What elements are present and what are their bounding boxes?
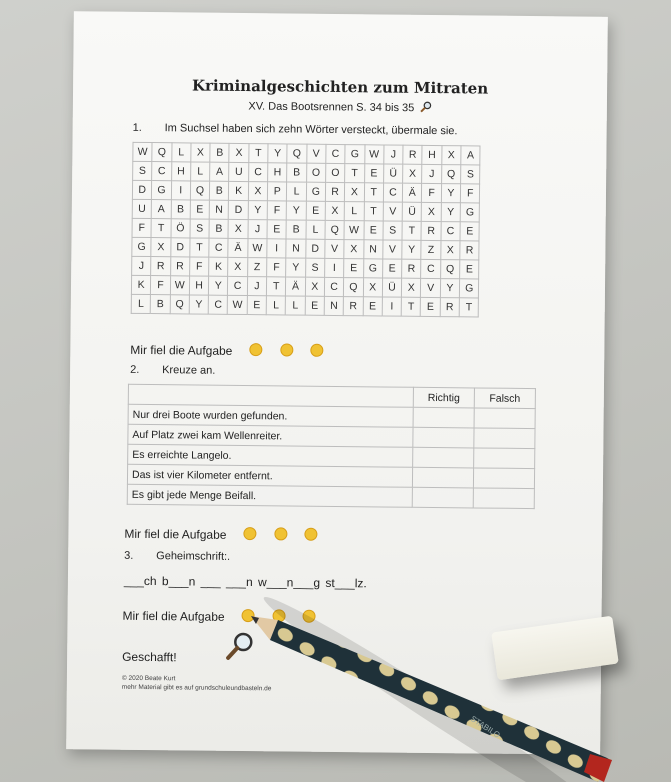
grid-cell[interactable]: V [421,278,440,297]
grid-cell[interactable]: Y [441,184,460,203]
grid-cell[interactable]: X [441,241,460,260]
pencil-body [270,620,612,782]
grid-cell[interactable]: J [384,145,403,164]
grid-cell[interactable]: X [345,183,364,202]
grid-cell[interactable]: V [383,202,402,221]
grid-cell[interactable]: Q [152,143,171,162]
grid-cell[interactable]: L [171,143,190,162]
grid-cell[interactable]: C [248,163,267,182]
grid-cell[interactable]: I [171,181,190,200]
grid-cell[interactable]: Y [402,240,421,259]
grid-cell[interactable]: Ä [403,183,422,202]
grid-cell[interactable]: C [383,183,402,202]
grid-cell[interactable]: X [325,201,344,220]
grid-cell[interactable]: N [324,296,343,315]
grid-cell[interactable]: V [383,240,402,259]
grid-cell[interactable]: Y [189,295,208,314]
grid-cell[interactable]: T [364,183,383,202]
grid-cell[interactable]: G [132,237,151,256]
grid-cell[interactable]: X [248,182,267,201]
grid-cell[interactable]: R [403,145,422,164]
grid-cell[interactable]: Q [344,278,363,297]
grid-cell[interactable]: V [325,239,344,258]
grid-cell[interactable]: E [306,201,325,220]
rating-label: Mir fiel die Aufgabe [122,608,225,624]
footer-copyright: © 2020 Beate Kurt [121,674,176,683]
grid-cell[interactable]: N [363,240,382,259]
grid-cell[interactable]: Z [421,240,440,259]
grid-cell[interactable]: H [422,145,441,164]
grid-cell[interactable]: G [460,203,479,222]
grid-cell[interactable]: C [441,222,460,241]
grid-cell[interactable]: Ä [228,238,247,257]
statement-cell: Es erreichte Langelo. [128,444,413,467]
grid-cell[interactable]: D [305,239,324,258]
grid-cell[interactable]: G [306,182,325,201]
grid-cell[interactable]: V [306,144,325,163]
grid-cell[interactable]: Y [286,258,305,277]
grid-cell[interactable]: E [247,296,266,315]
grid-cell[interactable]: F [267,201,286,220]
grid-cell[interactable]: F [267,258,286,277]
grid-cell[interactable]: Y [441,203,460,222]
grid-cell[interactable]: O [326,163,345,182]
grid-cell[interactable]: B [210,181,229,200]
column-falsch: Falsch [474,388,535,409]
grid-cell[interactable]: Q [190,181,209,200]
grid-cell[interactable]: E [460,260,479,279]
grid-cell[interactable]: T [459,298,478,317]
grid-cell[interactable]: K [131,275,150,294]
grid-cell[interactable]: W [133,142,152,161]
statement-cell: Es gibt jede Menge Beifall. [127,484,412,507]
grid-cell[interactable]: X [344,240,363,259]
task3-text: Geheimschrift:. [156,550,231,563]
grid-cell[interactable]: X [228,257,247,276]
grid-cell[interactable]: T [402,221,421,240]
grid-cell[interactable]: E [460,222,479,241]
grid-cell[interactable]: Y [268,144,287,163]
grid-cell[interactable]: S [383,221,402,240]
grid-cell[interactable]: S [461,165,480,184]
grid-cell[interactable]: T [364,202,383,221]
grid-cell[interactable]: Y [248,201,267,220]
grid-cell[interactable]: K [209,257,228,276]
grid-cell[interactable]: X [151,238,170,257]
grid-cell[interactable]: D [132,180,151,199]
grid-cell[interactable]: E [364,221,383,240]
grid-cell[interactable]: B [286,220,305,239]
grid-cell[interactable]: X [363,278,382,297]
grid-cell[interactable]: X [305,277,324,296]
grid-cell[interactable]: Ä [286,277,305,296]
grid-cell[interactable]: H [268,163,287,182]
grid-cell[interactable]: C [326,144,345,163]
grid-cell[interactable]: R [325,182,344,201]
grid-cell[interactable]: U [229,162,248,181]
grid-cell[interactable]: R [460,241,479,260]
grid-cell[interactable]: S [133,161,152,180]
grid-cell[interactable]: A [152,200,171,219]
grid-cell[interactable]: E [363,297,382,316]
grid-cell[interactable]: L [306,220,325,239]
grid-cell[interactable]: T [249,144,268,163]
grid-cell[interactable]: J [422,164,441,183]
grid-cell[interactable]: O [306,163,325,182]
grid-cell[interactable]: T [151,219,170,238]
grid-cell[interactable]: R [343,297,362,316]
grid-cell[interactable]: W [170,276,189,295]
grid-cell[interactable]: F [132,218,151,237]
grid-cell[interactable]: R [440,298,459,317]
grid-cell[interactable]: G [345,145,364,164]
statement-cell: Auf Platz zwei kam Wellenreiter. [128,424,413,447]
grid-cell[interactable]: E [382,259,401,278]
footer-website: mehr Material gibt es auf grundschuleundbasteln.de [121,683,272,693]
grid-cell[interactable]: G [459,279,478,298]
done-label: Geschafft! [122,649,177,665]
grid-cell[interactable]: L [131,294,150,313]
column-richtig: Richtig [413,387,474,408]
grid-cell[interactable]: S [190,219,209,238]
grid-cell[interactable]: L [286,296,305,315]
grid-cell[interactable]: Y [287,201,306,220]
page-title: Kriminalgeschichten zum Mitraten [191,76,489,98]
grid-cell[interactable]: Q [325,220,344,239]
grid-cell[interactable]: Y [440,279,459,298]
grid-cell[interactable]: N [286,239,305,258]
grid-cell[interactable]: G [363,259,382,278]
grid-cell[interactable]: J [247,277,266,296]
grid-cell[interactable]: C [209,238,228,257]
grid-cell[interactable]: L [266,296,285,315]
grid-cell[interactable]: Ü [383,164,402,183]
grid-cell[interactable]: L [344,202,363,221]
grid-cell[interactable]: T [345,164,364,183]
grid-cell[interactable]: I [325,258,344,277]
rating-label: Mir fiel die Aufgabe [130,342,233,358]
grid-cell[interactable]: J [132,256,151,275]
grid-cell[interactable]: R [402,259,421,278]
grid-cell[interactable]: I [382,297,401,316]
statement-cell: Nur drei Boote wurden gefunden. [128,404,413,427]
grid-cell[interactable]: S [305,258,324,277]
grid-cell[interactable]: C [208,295,227,314]
grid-cell[interactable]: J [248,220,267,239]
grid-cell[interactable]: A [210,162,229,181]
grid-cell[interactable]: T [266,277,285,296]
secret-code: ___ch b___n ___ ___n w___n___g st___lz. [123,573,367,591]
subtitle-text: XV. Das Bootsrennen S. 34 bis 35 [248,100,415,115]
grid-cell[interactable]: Q [170,295,189,314]
grid-cell[interactable]: X [402,278,421,297]
task1-number: 1. [132,121,142,134]
grid-cell[interactable]: G [152,181,171,200]
grid-cell[interactable]: L [190,162,209,181]
grid-cell[interactable]: R [170,257,189,276]
grid-cell[interactable]: F [151,276,170,295]
grid-cell[interactable]: D [170,238,189,257]
grid-cell[interactable]: U [132,199,151,218]
grid-cell[interactable]: B [151,295,170,314]
grid-cell[interactable]: K [229,181,248,200]
grid-cell[interactable]: F [460,184,479,203]
grid-cell[interactable]: W [248,239,267,258]
grid-cell[interactable]: E [190,200,209,219]
grid-cell[interactable]: R [421,221,440,240]
grid-cell[interactable]: T [190,238,209,257]
grid-cell[interactable]: Ü [382,278,401,297]
grid-cell[interactable]: C [324,277,343,296]
grid-cell[interactable]: I [267,239,286,258]
grid-cell[interactable]: B [209,219,228,238]
grid-cell[interactable]: E [421,297,440,316]
grid-cell[interactable]: B [171,200,190,219]
grid-cell[interactable]: Y [209,276,228,295]
grid-cell[interactable]: W [344,221,363,240]
grid-cell[interactable]: Q [441,165,460,184]
pencil-brand: STABILO [468,714,502,740]
task2-text: Kreuze an. [162,364,216,377]
grid-cell[interactable]: R [151,257,170,276]
grid-cell[interactable]: E [267,220,286,239]
grid-cell[interactable]: F [422,183,441,202]
grid-cell[interactable]: X [442,146,461,165]
grid-cell[interactable]: N [209,200,228,219]
task2-number: 2. [130,363,140,376]
grid-cell[interactable]: T [401,297,420,316]
grid-cell[interactable]: C [152,162,171,181]
grid-cell[interactable]: Q [440,260,459,279]
task1-text: Im Suchsel haben sich zehn Wörter versteckt, übermale sie. [164,122,458,138]
grid-cell[interactable]: A [461,146,480,165]
grid-cell[interactable]: E [305,296,324,315]
grid-cell[interactable]: Ö [171,219,190,238]
grid-cell[interactable]: C [421,259,440,278]
grid-cell[interactable]: X [403,164,422,183]
grid-cell[interactable]: H [189,276,208,295]
grid-cell[interactable]: E [364,164,383,183]
task3-number: 3. [124,549,134,562]
grid-cell[interactable]: B [287,163,306,182]
grid-cell[interactable]: B [210,143,229,162]
rating-label: Mir fiel die Aufgabe [124,526,227,542]
grid-cell[interactable]: X [422,202,441,221]
grid-cell[interactable]: X [229,143,248,162]
grid-cell[interactable]: X [228,219,247,238]
grid-cell[interactable]: F [190,257,209,276]
grid-cell[interactable]: W [228,295,247,314]
statement-cell: Das ist vier Kilometer entfernt. [127,464,412,487]
grid-cell[interactable]: P [267,182,286,201]
grid-cell[interactable]: C [228,276,247,295]
grid-cell[interactable]: L [287,182,306,201]
grid-cell[interactable]: X [191,143,210,162]
grid-cell[interactable]: H [171,162,190,181]
grid-cell[interactable]: Q [287,144,306,163]
grid-cell[interactable]: Ü [402,202,421,221]
grid-cell[interactable]: Z [247,258,266,277]
grid-cell[interactable]: W [364,145,383,164]
grid-cell[interactable]: D [229,200,248,219]
grid-cell[interactable]: E [344,259,363,278]
